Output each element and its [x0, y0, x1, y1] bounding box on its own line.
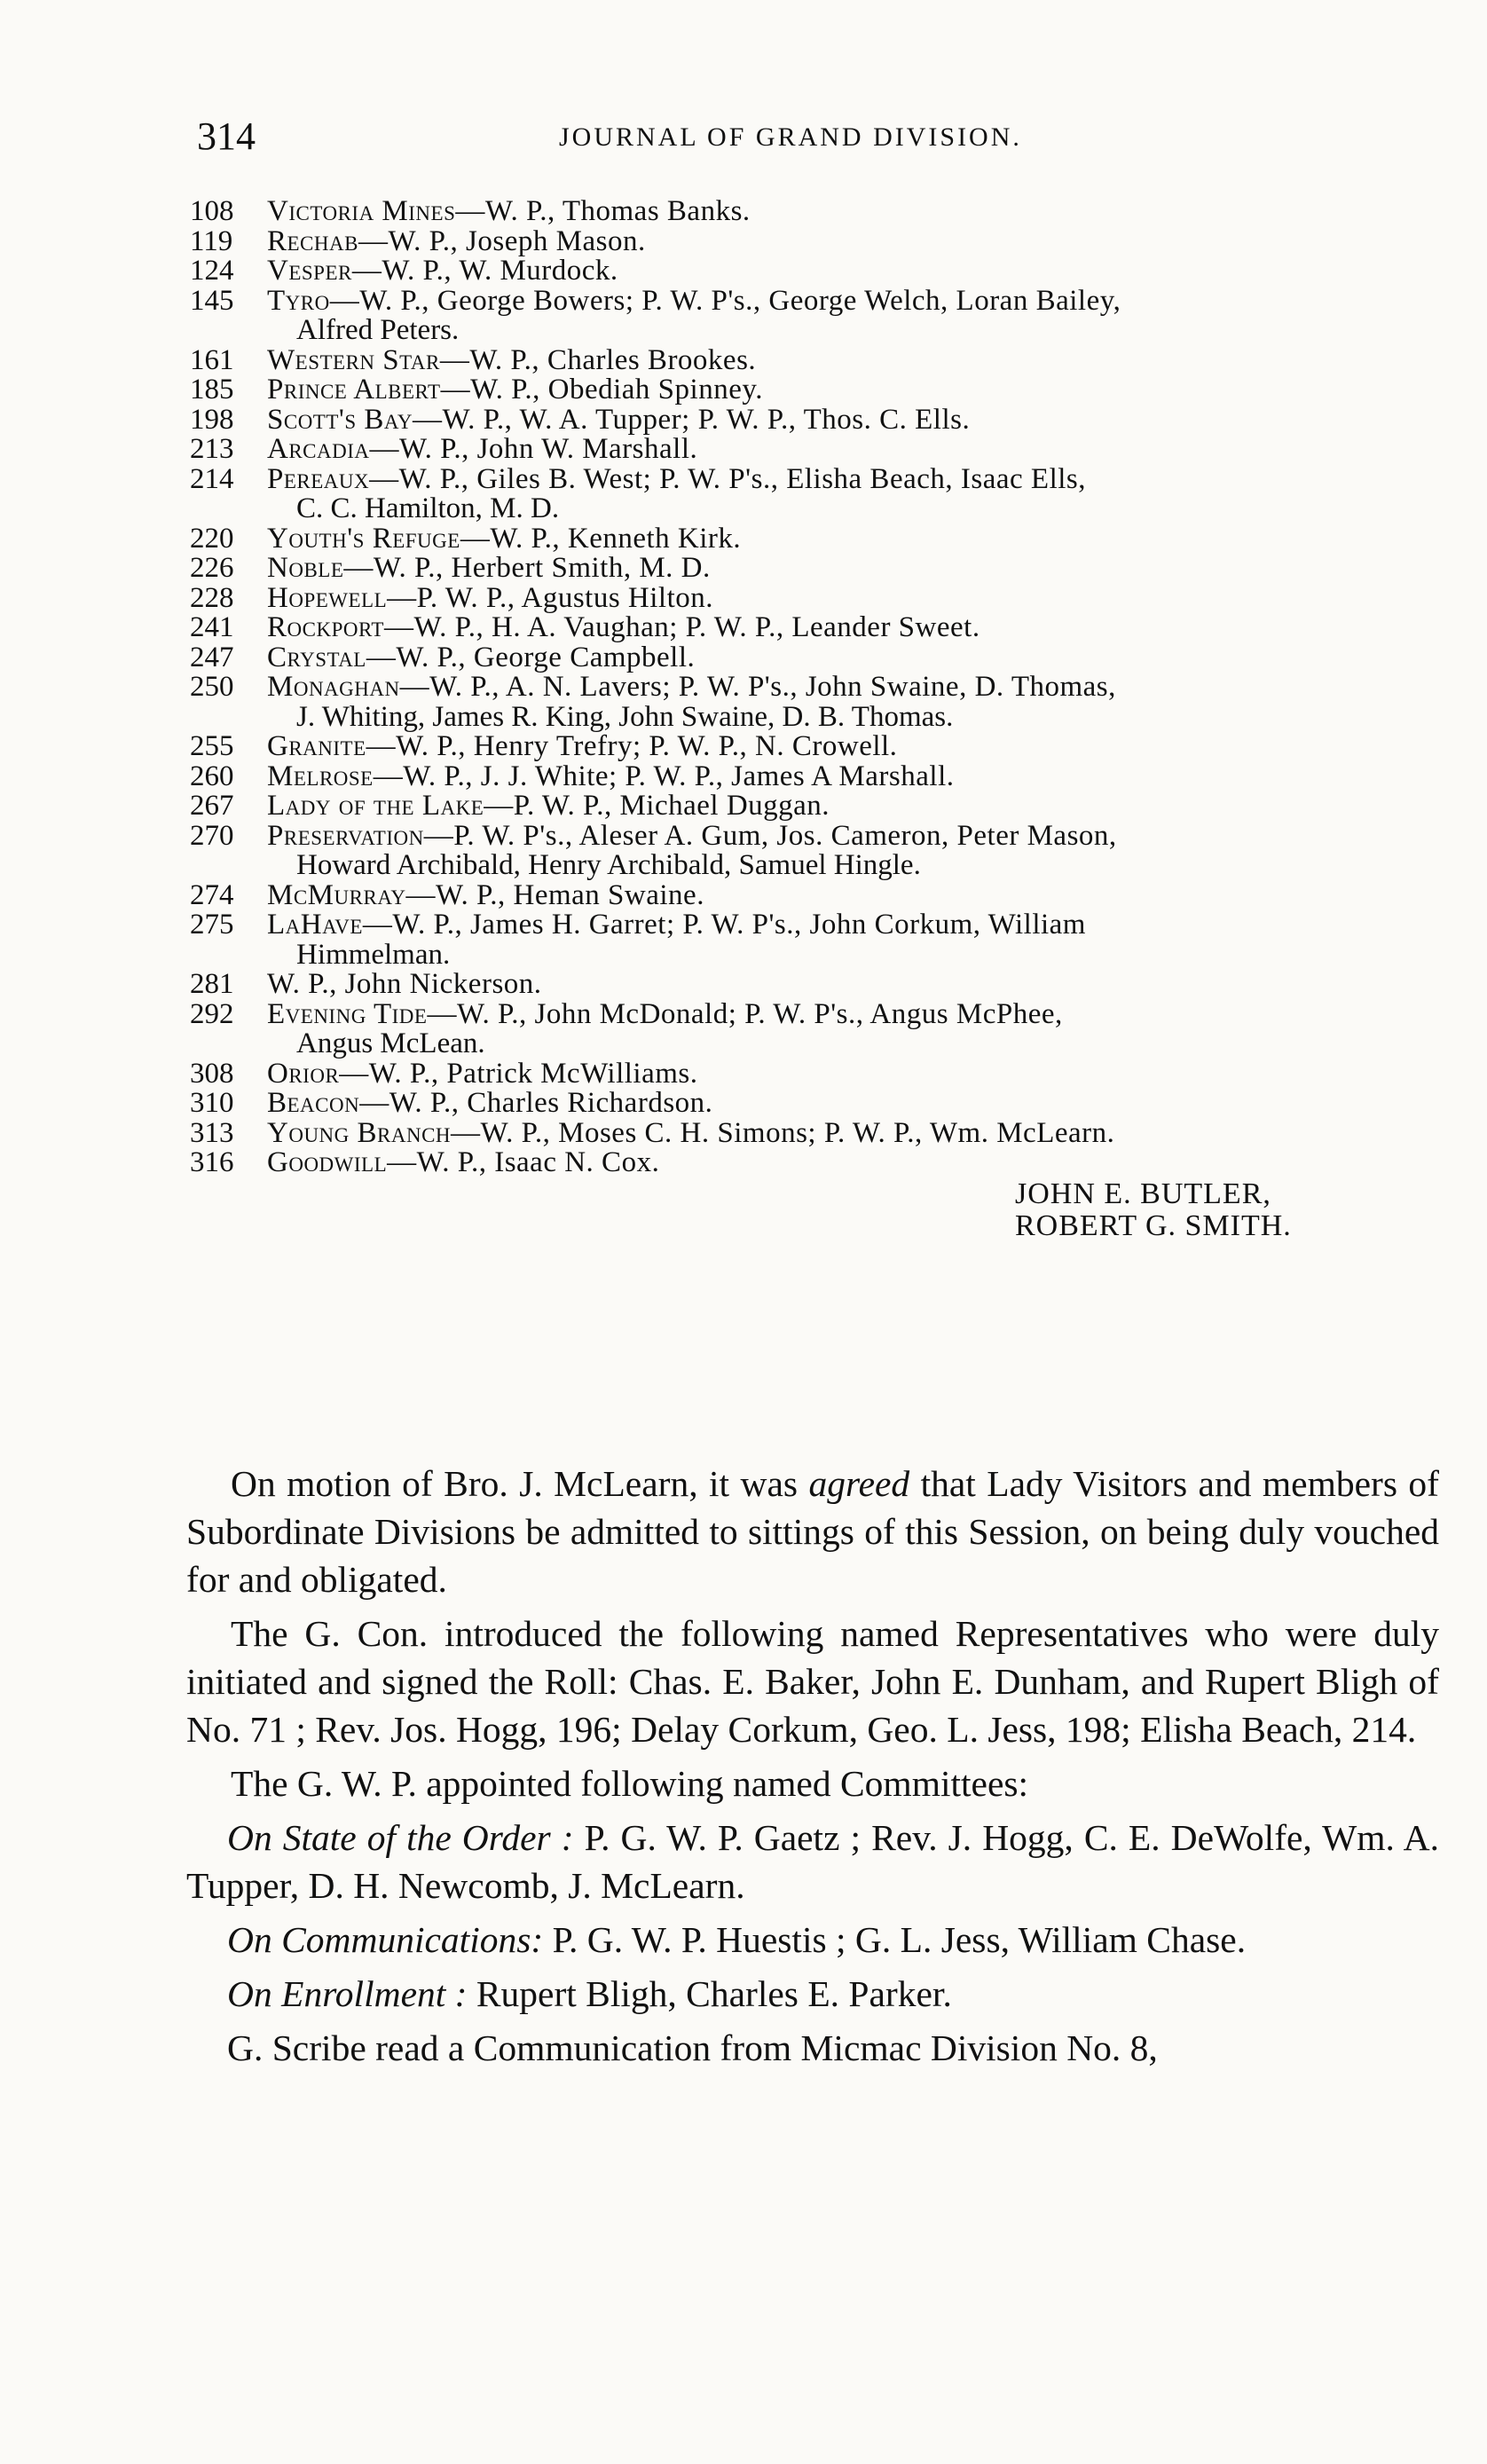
division-officers: —W. P., Moses C. H. Simons; P. W. P., Wm. McLearn.	[451, 1116, 1115, 1149]
entry-line	[0, 224, 1487, 257]
entry-line	[0, 554, 1487, 584]
division-name: Victoria Mines	[267, 195, 456, 227]
division-entry	[0, 910, 1487, 970]
division-text	[267, 581, 714, 614]
division-number: 270	[190, 819, 234, 852]
division-name: Orior	[267, 1057, 340, 1090]
division-name: Preservation	[267, 819, 424, 852]
division-entry	[0, 997, 1487, 1059]
entry-line	[0, 910, 1487, 941]
signature: JOHN E. BUTLER,	[1015, 1177, 1271, 1210]
division-list	[0, 197, 1487, 1242]
division-text	[267, 643, 695, 673]
division-text	[267, 524, 741, 555]
division-entry	[0, 256, 1487, 287]
division-name: Scott's Bay	[267, 403, 413, 436]
division-text	[267, 997, 1063, 1030]
division-entry	[0, 524, 1487, 555]
entry-line	[0, 1059, 1487, 1090]
division-number: 124	[190, 255, 234, 287]
division-number: 108	[190, 195, 234, 227]
division-name: Hopewell	[267, 581, 388, 614]
entry-line	[0, 819, 1487, 852]
division-number: 145	[190, 284, 234, 317]
division-text	[267, 343, 757, 376]
division-entry	[0, 1089, 1487, 1119]
division-text	[267, 256, 618, 287]
division-entry	[0, 343, 1487, 376]
division-text	[267, 1089, 712, 1119]
division-number: 310	[190, 1087, 234, 1119]
division-text	[267, 673, 1116, 703]
page-header	[0, 114, 1487, 167]
division-number: 214	[190, 462, 234, 495]
division-name: Melrose	[267, 760, 374, 792]
division-text	[267, 462, 1086, 495]
division-officers: —W. P., H. A. Vaughan; P. W. P., Leander Sweet.	[383, 611, 980, 643]
division-number: 119	[190, 224, 233, 257]
division-name: Western Star	[267, 343, 440, 376]
division-officers-continued: Angus McLean.	[296, 1027, 485, 1059]
division-officers-continued: Howard Archibald, Henry Archibald, Samuel Hingle.	[296, 849, 921, 881]
division-officers: —W. P., W. A. Tupper; P. W. P., Thos. C. Ells.	[413, 403, 971, 436]
division-number: 213	[190, 433, 234, 465]
entry-line	[0, 197, 1487, 227]
division-officers: —W. P., James H. Garret; P. W. P's., John Corkum, William	[362, 909, 1086, 941]
entry-line	[0, 343, 1487, 376]
division-entry	[0, 224, 1487, 257]
division-number: 260	[190, 760, 234, 792]
signature: ROBERT G. SMITH.	[1015, 1208, 1292, 1242]
entry-line	[0, 762, 1487, 792]
division-entry	[0, 1148, 1487, 1178]
entry-line	[0, 405, 1487, 436]
division-officers: —W. P., Charles Richardson.	[359, 1087, 713, 1119]
division-entry	[0, 1116, 1487, 1149]
division-entry	[0, 554, 1487, 584]
division-number: 313	[190, 1116, 234, 1149]
division-officers-continued: Alfred Peters.	[296, 314, 460, 346]
division-name: McMurray	[267, 878, 406, 911]
entry-line	[0, 1116, 1487, 1149]
division-officers: —W. P., Obediah Spinney.	[440, 374, 763, 405]
division-entry	[0, 435, 1487, 465]
paragraph-representatives: The G. Con. introduced the following named Representatives who were duly initiated and signed the Roll: Chas. E. Baker, John E. Dunham, and Rupert Bligh of No. 71 ; Rev. Jos. Hogg, 196; Delay Corkum, Geo. L. Jess, 198; Elisha Beach, 214.	[186, 1613, 1439, 1750]
division-number: 281	[190, 968, 234, 1000]
division-officers: —W. P., A. N. Lavers; P. W. P's., John Swaine, D. Thomas,	[399, 671, 1116, 703]
division-number: 198	[190, 403, 234, 436]
entry-line	[0, 878, 1487, 911]
division-name: Pereaux	[267, 462, 370, 495]
division-officers: —W. P., Herbert Smith, M. D.	[343, 552, 711, 584]
running-title: JOURNAL OF GRAND DIVISION.	[559, 122, 1022, 152]
division-officers-continued: J. Whiting, James R. King, John Swaine, D. B. Thomas.	[296, 700, 954, 733]
division-number: 267	[190, 790, 234, 822]
division-name: Lady of the Lake	[267, 790, 484, 822]
signature-line	[0, 1178, 1487, 1210]
division-entry	[0, 375, 1487, 405]
division-text	[267, 1059, 697, 1090]
division-officers: —W. P., Giles B. West; P. W. P's., Elisha Beach, Isaac Ells,	[369, 462, 1086, 495]
division-number: 247	[190, 641, 234, 673]
entry-line	[0, 673, 1487, 703]
division-text	[267, 224, 646, 257]
division-name: Vesper	[267, 255, 352, 287]
division-entry	[0, 673, 1487, 732]
committee-state-of-order: On State of the Order : P. G. W. P. Gaetz ; Rev. J. Hogg, C. E. DeWolfe, Wm. A. Tupper, D. H. Newcomb, J. McLearn.	[186, 1817, 1439, 1906]
division-entry	[0, 643, 1487, 673]
division-text	[267, 791, 830, 822]
signature-line	[0, 1210, 1487, 1242]
division-entry	[0, 878, 1487, 911]
division-officers-continued: Himmelman.	[296, 938, 451, 971]
division-text	[267, 284, 1121, 317]
entry-line	[0, 284, 1487, 317]
division-officers: —W. P., J. J. White; P. W. P., James A Marshall.	[373, 760, 955, 792]
division-entry	[0, 762, 1487, 792]
division-officers: —W. P., Isaac N. Cox.	[387, 1146, 660, 1178]
division-name: Tyro	[267, 284, 330, 317]
division-number: 241	[190, 611, 234, 643]
division-text	[267, 878, 704, 911]
entry-line	[0, 997, 1487, 1030]
division-officers: —W. P., John W. Marshall.	[369, 433, 698, 465]
division-name: Arcadia	[267, 433, 370, 465]
division-entry	[0, 791, 1487, 822]
division-officers: —P. W. P., Agustus Hilton.	[387, 581, 714, 614]
division-text	[267, 405, 970, 436]
division-number: 161	[190, 343, 234, 376]
division-text	[267, 1148, 659, 1178]
division-name: Rockport	[267, 611, 384, 643]
division-text	[267, 197, 751, 227]
division-entry	[0, 819, 1487, 881]
entry-line	[0, 462, 1487, 495]
division-text	[267, 1116, 1115, 1149]
division-name: Youth's Refuge	[267, 522, 460, 555]
division-officers: —P. W. P's., Aleser A. Gum, Jos. Cameron, Peter Mason,	[423, 819, 1117, 852]
division-officers: —W. P., Joseph Mason.	[358, 224, 646, 257]
division-name: Young Branch	[267, 1116, 452, 1149]
division-entry	[0, 197, 1487, 227]
division-officers: —W. P., Henry Trefry; P. W. P., N. Crowell.	[366, 730, 898, 762]
division-name: Goodwill	[267, 1146, 388, 1178]
entry-line	[0, 732, 1487, 762]
division-officers: —P. W. P., Michael Duggan.	[484, 790, 830, 822]
division-name: Crystal	[267, 641, 366, 673]
division-text	[267, 762, 955, 792]
division-officers: W. P., John Nickerson.	[267, 968, 542, 1000]
entry-continuation-line	[0, 938, 1487, 971]
entry-continuation-line	[0, 851, 1487, 881]
paragraph-communication: G. Scribe read a Communication from Micmac Division No. 8,	[227, 2027, 1158, 2068]
entry-continuation-line	[0, 700, 1487, 733]
entry-line	[0, 375, 1487, 405]
division-name: Beacon	[267, 1087, 360, 1119]
division-name: Prince Albert	[267, 374, 441, 405]
division-name: LaHave	[267, 909, 363, 941]
division-name: Noble	[267, 552, 344, 584]
division-entry	[0, 970, 1487, 1000]
entry-continuation-line	[0, 494, 1487, 524]
entry-line	[0, 581, 1487, 614]
entry-line	[0, 791, 1487, 822]
division-text	[267, 375, 763, 405]
entry-line	[0, 970, 1487, 1000]
division-entry	[0, 581, 1487, 614]
division-text	[267, 970, 542, 1000]
division-number: 250	[190, 671, 234, 703]
division-officers: —W. P., Thomas Banks.	[455, 195, 751, 227]
division-officers-continued: C. C. Hamilton, M. D.	[296, 492, 560, 524]
entry-line	[0, 613, 1487, 643]
division-text	[267, 819, 1117, 852]
division-text	[267, 554, 711, 584]
division-entry	[0, 1059, 1487, 1090]
entry-line	[0, 1148, 1487, 1178]
division-text	[267, 613, 980, 643]
division-text	[267, 435, 697, 465]
entry-line	[0, 435, 1487, 465]
division-officers: —W. P., John McDonald; P. W. P's., Angus McPhee,	[427, 997, 1063, 1030]
division-number: 292	[190, 997, 234, 1030]
division-number: 316	[190, 1146, 234, 1178]
division-entry	[0, 462, 1487, 524]
entry-continuation-line	[0, 1029, 1487, 1059]
page-number: 314	[197, 114, 256, 158]
division-number: 255	[190, 730, 234, 762]
division-officers: —W. P., George Bowers; P. W. P's., George Welch, Loran Bailey,	[329, 284, 1121, 317]
division-officers: —W. P., Charles Brookes.	[439, 343, 757, 376]
committee-enrollment: On Enrollment : Rupert Bligh, Charles E. Parker.	[227, 1973, 952, 2014]
division-number: 308	[190, 1057, 234, 1090]
division-number: 185	[190, 374, 234, 405]
division-officers: —W. P., George Campbell.	[366, 641, 696, 673]
division-entry	[0, 405, 1487, 436]
entry-line	[0, 256, 1487, 287]
entry-continuation-line	[0, 316, 1487, 346]
minutes-text	[186, 1460, 1439, 2078]
division-officers: —W. P., Kenneth Kirk.	[460, 522, 742, 555]
paragraph-committees: The G. W. P. appointed following named Committees:	[231, 1763, 1029, 1804]
entry-line	[0, 1089, 1487, 1119]
division-number: 228	[190, 581, 234, 614]
division-text	[267, 732, 897, 762]
division-name: Evening Tide	[267, 997, 428, 1030]
division-number: 226	[190, 552, 234, 584]
division-name: Rechab	[267, 224, 358, 257]
committee-communications: On Communications: P. G. W. P. Huestis ; G. L. Jess, William Chase.	[227, 1919, 1247, 1960]
division-officers: —W. P., Patrick McWilliams.	[339, 1057, 698, 1090]
division-officers: —W. P., W. Murdock.	[351, 255, 618, 287]
entry-line	[0, 643, 1487, 673]
division-name: Monaghan	[267, 671, 400, 703]
division-officers: —W. P., Heman Swaine.	[405, 878, 704, 911]
division-number: 275	[190, 909, 234, 941]
division-number: 220	[190, 522, 234, 555]
division-entry	[0, 732, 1487, 762]
paragraph-motion: On motion of Bro. J. McLearn, it was agreed that Lady Visitors and members of Subordinate Divisions be admitted to sittings of this Session, on being duly vouched for and obligated.	[186, 1463, 1439, 1600]
division-entry	[0, 613, 1487, 643]
division-number: 274	[190, 878, 234, 911]
division-entry	[0, 284, 1487, 346]
entry-line	[0, 524, 1487, 555]
division-name: Granite	[267, 730, 366, 762]
division-text	[267, 910, 1086, 941]
